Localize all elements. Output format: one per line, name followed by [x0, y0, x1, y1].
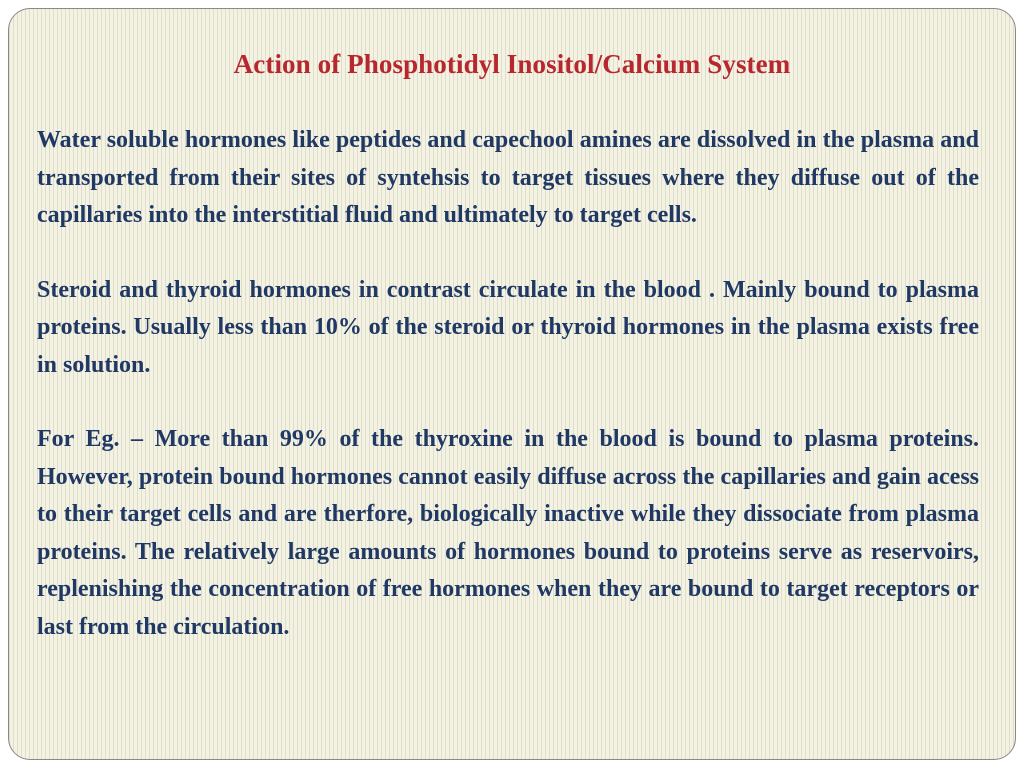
paragraph-steroid-thyroid-hormones: Steroid and thyroid hormones in contrast circulate in the blood . Mainly bound to plasma proteins. Usually less than 10% of the steroid or thyroid hormones in the plasma exists free in solution.: [37, 276, 979, 378]
paragraph-example-thyroxine: For Eg. – More than 99% of the thyroxine in the blood is bound to plasma proteins. However, protein bound hormones cannot easily diffuse across the capillaries and gain acess to their target cells and are therfore, biologically inactive while they dissociate from plasma proteins. The relatively large amounts of hormones bound to proteins serve as reservoirs, replenishing the concentration of free hormones when they are bound to target receptors or last from the circulation.: [37, 426, 979, 640]
slide-title: Action of Phosphotidyl Inositol/Calcium System: [233, 49, 791, 79]
paragraph-water-soluble-hormones: Water soluble hormones like peptides and capechool amines are dissolved in the plasma and transported from their sites of syntehsis to target tissues where they diffuse out of the capillaries into the interstitial fluid and ultimately to target cells.: [37, 127, 979, 228]
slide-body: [37, 122, 979, 646]
slide-panel: [8, 8, 1016, 760]
